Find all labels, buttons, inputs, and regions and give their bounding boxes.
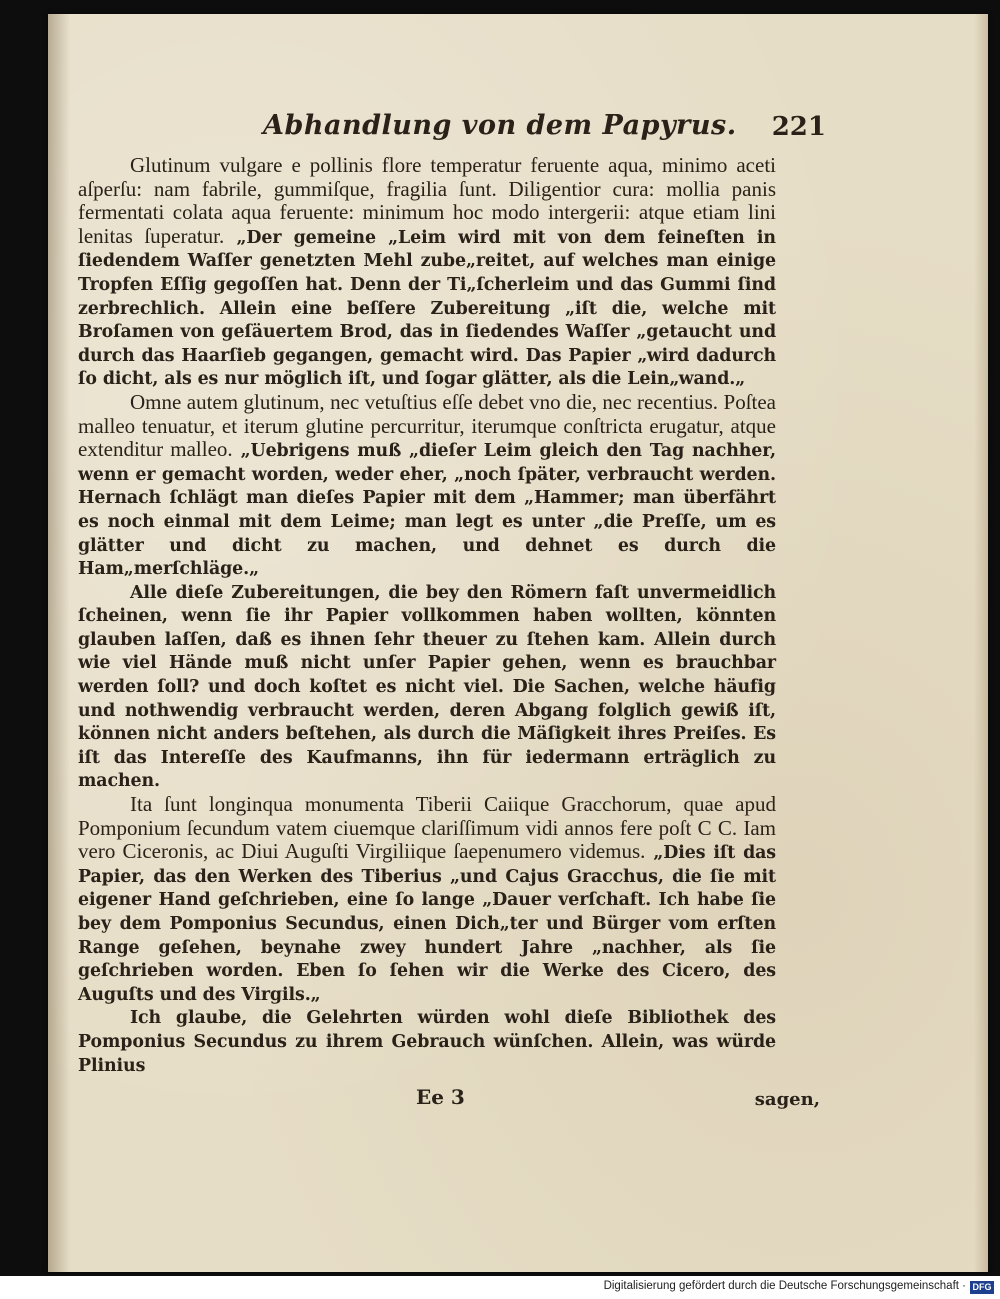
running-title: Abhandlung von dem Papyrus. [263,110,737,141]
funding-credit: Digitalisierung gefördert durch die Deutsche Forschungsgemeinschaft · [603,1280,966,1292]
page-edge [974,14,988,1272]
german-translation: „Dies iſt das Papier, das den Werken des Tiberius „und Cajus Gracchus, die ſie mit eigener Hand geſchrieben, eine ſo lange „Dauer verſchaft. Ich habe ſie bey dem Pomponius Secundus, einen Dich„ter und Bürger vom erſten Range geſehen, beynahe zwey hundert Jahre „nachher, als ſie geſchrieben worden. Eben ſo ſehen wir die Werke des Cicero, des Auguſts und des Virgils.„ [78,843,776,1005]
signature-mark: Ee 3 [416,1085,465,1109]
page-foot [48,1085,988,1115]
paragraph-5 [78,1006,776,1077]
page-number: 221 [771,112,826,142]
german-commentary: Ich glaube, die Gelehrten würden wohl dieſe Bibliothek des Pomponius Secundus zu ihrem Gebrauch wünſchen. Allein, was würde Plinius [78,1008,776,1076]
latin-passage: Ita ſunt longinqua monumenta Tiberii Caiique Gracchorum, quae apud Pomponium ſecundum vatem ciuemque clariſſimum vidi annos fere poſt C C. Iam vero Ciceronis, ac Diui Auguſti Virgiliique ſaepenumero videmus. [78,792,776,864]
credit-bar [0,1276,1000,1299]
paragraph-4 [78,793,776,1006]
scanned-page [48,14,988,1272]
dfg-logo-icon: DFG [970,1281,994,1294]
gutter-shadow [48,14,70,1272]
german-translation: „Der gemeine „Leim wird mit von dem feineſten in ſiedendem Waſſer genetzten Mehl zube„reitet, auf welches man einige Tropfen Eſſig gegoſſen hat. Denn der Ti„ſcherleim und das Gummi ſind zerbrechlich. Allein eine beſſere Zubereitung „iſt die, welche mit Broſamen von geſäuertem Brod, das in ſiedendes Waſſer „getaucht und durch das Haarſieb gegangen, gemacht wird. Das Papier „wird dadurch ſo dicht, als es nur möglich iſt, und ſogar glätter, als die Lein„wand.„ [78,227,776,390]
latin-passage: Omne autem glutinum, nec vetuſtius eſſe debet vno die, nec recentius. Poſtea malleo tenuatur, et iterum glutine percurritur, iterumque conſtricta erugatur, atque extenditur malleo. [78,389,776,462]
german-commentary: Alle dieſe Zubereitungen, die bey den Römern faſt unvermeidlich ſcheinen, wenn ſie ihr Papier vollkommen haben wollten, könnten glauben laſſen, daß es ihnen ſehr theuer zu ſtehen kam. Allein durch wie viel Hände muß nicht unſer Papier gehen, wenn es brauchbar werden ſoll? und doch koſtet es nicht viel. Die Sachen, welche häufig und nothwendig verbraucht werden, deren Abgang folglich gewiß iſt, können nicht anders beſtehen, als durch die Mäſigkeit ihres Preiſes. Es iſt das Intereſſe des Kaufmanns, ihn für iedermann erträglich zu machen. [78,582,776,792]
paragraph-1 [78,154,776,391]
paragraph-2 [78,391,776,581]
latin-passage: Glutinum vulgare e pollinis flore temperatur feruente aqua, minimo aceti aſperſu: nam fabrile, gummiſque, fragilia ſunt. Diligentior cura: mollia panis fermentati colata aqua feruente: minimum hoc modo intergerii: atque etiam lini lenitas ſuperatur. [78,153,776,248]
running-head [48,110,988,150]
paragraph-3 [78,581,776,793]
german-translation: „Uebrigens muß „dieſer Leim gleich den Tag nachher, wenn er gemacht worden, weder eher, „noch ſpäter, verbraucht werden. Hernach ſchlägt man dieſes Papier mit dem „Hammer; man überfährt es noch einmal mit dem Leime; man legt es unter „die Preſſe, um es glätter und dicht zu machen, und dehnet es durch die Ham„merſchläge.„ [78,441,776,580]
body-text [78,154,776,1077]
catchword: sagen, [754,1089,820,1110]
